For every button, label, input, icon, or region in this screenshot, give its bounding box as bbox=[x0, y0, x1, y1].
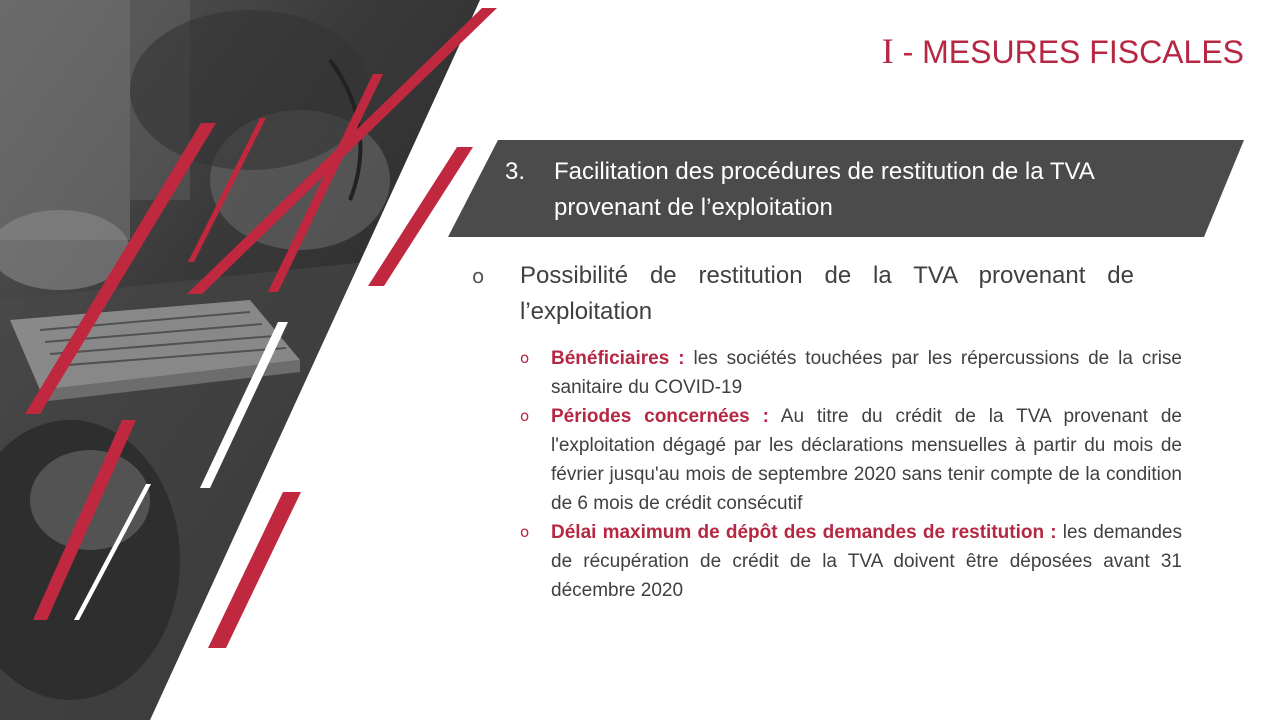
item-text: Au titre du crédit de la TVA provenant de l'exploitation dégagé par les déclarations mensuelles à partir du mois de février jusqu'au mois de septembre 2020 sans tenir compte de la condition de 6 mois de crédit consécutif bbox=[551, 406, 1182, 514]
item-label: Périodes concernées : bbox=[551, 406, 769, 427]
sub-bullet-list bbox=[518, 344, 1182, 605]
section-title: - MESURES FISCALES bbox=[893, 34, 1244, 70]
office-photo bbox=[0, 0, 520, 720]
page-title bbox=[882, 30, 1244, 72]
list-item bbox=[518, 518, 1182, 605]
list-item bbox=[518, 402, 1182, 518]
item-label: Bénéficiaires : bbox=[551, 348, 685, 369]
list-item bbox=[518, 344, 1182, 402]
item-text: les sociétés touchées par les répercussions de la crise sanitaire du COVID-19 bbox=[551, 348, 1182, 398]
banner-number: 3. bbox=[505, 158, 526, 185]
banner-heading: Facilitation des procédures de restitution de la TVA provenant de l’exploitation bbox=[554, 158, 1094, 221]
circle-bullet-icon: o bbox=[520, 407, 530, 425]
item-text: les demandes de récupération de crédit de la TVA doivent être déposées avant 31 décembre 2020 bbox=[551, 522, 1182, 601]
section-banner-text bbox=[505, 154, 1185, 226]
main-bullet-text: Possibilité de restitution de la TVA provenant de l’exploitation bbox=[520, 262, 1134, 325]
item-label: Délai maximum de dépôt des demandes de restitution : bbox=[551, 522, 1057, 543]
circle-bullet-icon: o bbox=[520, 523, 530, 541]
section-numeral: I bbox=[881, 31, 894, 71]
circle-bullet-icon: o bbox=[520, 349, 530, 367]
main-bullet bbox=[468, 258, 1134, 330]
circle-bullet-icon: o bbox=[472, 264, 485, 288]
